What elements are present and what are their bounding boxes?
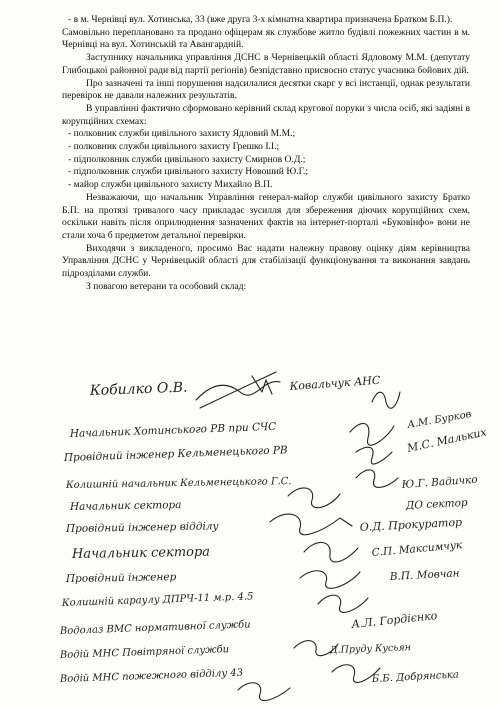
signature-title: Колишній караулу ДПРЧ-11 м.р. 4.5	[61, 591, 254, 609]
signature-title: Колишній начальник Кельменецького Г.С.	[65, 476, 292, 491]
list-item: - майор служби цивільного захисту Михайло В.П.	[68, 179, 273, 191]
signature-scribble	[288, 488, 340, 508]
signature-name: С.П. Максимчук	[371, 539, 463, 559]
signature-name: Ковальчук АНС	[289, 373, 381, 393]
paragraph: Самовільно переплановано та продано офіцерам як службове житло будівлі пожежних частин в м. Чернівці на вул. Хотинській та Авангардній.	[62, 26, 470, 51]
list-item: - підполковник служби цивільного захисту Новоший Ю.Г.;	[68, 166, 309, 178]
list-item: - полковник служби цивільного захисту Ядловий М.М.;	[68, 128, 296, 140]
signature-name: Д.Пруду Кусьян	[329, 642, 412, 656]
signature-title: Водій МНС пожежного відділу 43	[59, 667, 244, 685]
paragraph: - в м. Чернівці вул. Хотинська, 33 (вже друга 3-х кімнатна квартира призначена Братком Б.П.).	[68, 14, 453, 25]
signature-name: М.С. Мальких	[405, 425, 488, 455]
signature-title: Начальник Хотинського РВ при СЧС	[69, 420, 277, 440]
signature-title: Провідний інженер Кельменецького РВ	[63, 444, 288, 464]
signature-name: В.П. Мовчан	[389, 567, 460, 583]
pen-stroke	[200, 372, 276, 408]
signature-title: Начальник сектора	[69, 499, 182, 513]
signature-scribble	[372, 392, 400, 408]
signature-name: А.М. Бурков	[406, 408, 473, 431]
list-item: - підполковник служби цивільного захисту Смирнов О.Д.;	[68, 153, 306, 165]
paragraph: Виходячи з викладеного, просимо Вас надати належну правову оцінку діям керівництва Управління ДСНС у Чернівецькій області для стабілізації функціонування та виконання завдань підрозділами служби.	[62, 242, 470, 280]
signature-name: Ю.Г. Вадичко	[401, 473, 479, 491]
signature-scribble	[300, 571, 360, 589]
paragraph: Незважаючи, що начальник Управління генерал-майор служби цивільного захисту Братко Б.П. на протязі тривалого часу прикладає зусилля для збереження діючих корупційних схем, оскільки навіть після оприлюднення зазначених фактів на інтернет-порталі «Буковінфо» вони не стали хоча б предметом детальної перевірки.	[62, 191, 470, 241]
signature-scribble	[356, 447, 392, 464]
paragraph: В управлінні фактично сформовано керівний склад кругової поруки з числа осіб, які задіяні в корупційних схемах:	[62, 102, 470, 127]
signature-title: Водій МНС Повітряної служби	[59, 644, 230, 661]
signature-scribble	[356, 470, 398, 487]
closing-line: З повагою ветерани та особовий склад:	[86, 280, 247, 292]
signature-name: А.Л. Гордієнко	[350, 609, 438, 631]
signature-scribble	[238, 683, 290, 701]
signature-name: Б.Б. Добрянська	[371, 669, 460, 685]
signature-scribble	[318, 595, 368, 612]
list-item: - полковник служби цивільного захисту Грешко І.І.;	[68, 141, 280, 153]
paragraph: Заступнику начальника управління ДСНС в Чернівецькій області Ядловому М.М. (депутату Глибоцької районної ради від партії регіонів) безпідставно присвоєно статус учасника бойових дій.	[62, 52, 470, 76]
signature-scribble	[270, 514, 352, 535]
signature-name: Кобилко О.В.	[89, 379, 188, 399]
signature-title: Начальник сектора	[71, 544, 211, 562]
signature-name: ДО сектор	[405, 496, 468, 512]
signature-title: Провідний інженер відділу	[65, 520, 219, 535]
signature-title: Провідний інженер	[65, 571, 177, 585]
paragraph: Про зазначені та інші порушення надсилалися десятки скарг у всі інстанції, однак результати перевірок не давали належних результатів.	[62, 77, 470, 102]
signature-title: Водолаз ВМС нормативної служби	[59, 619, 251, 637]
signature-scribble	[304, 542, 358, 562]
signature-scribble	[350, 423, 394, 445]
signature-name: О.Д. Прокуратор	[359, 515, 463, 534]
